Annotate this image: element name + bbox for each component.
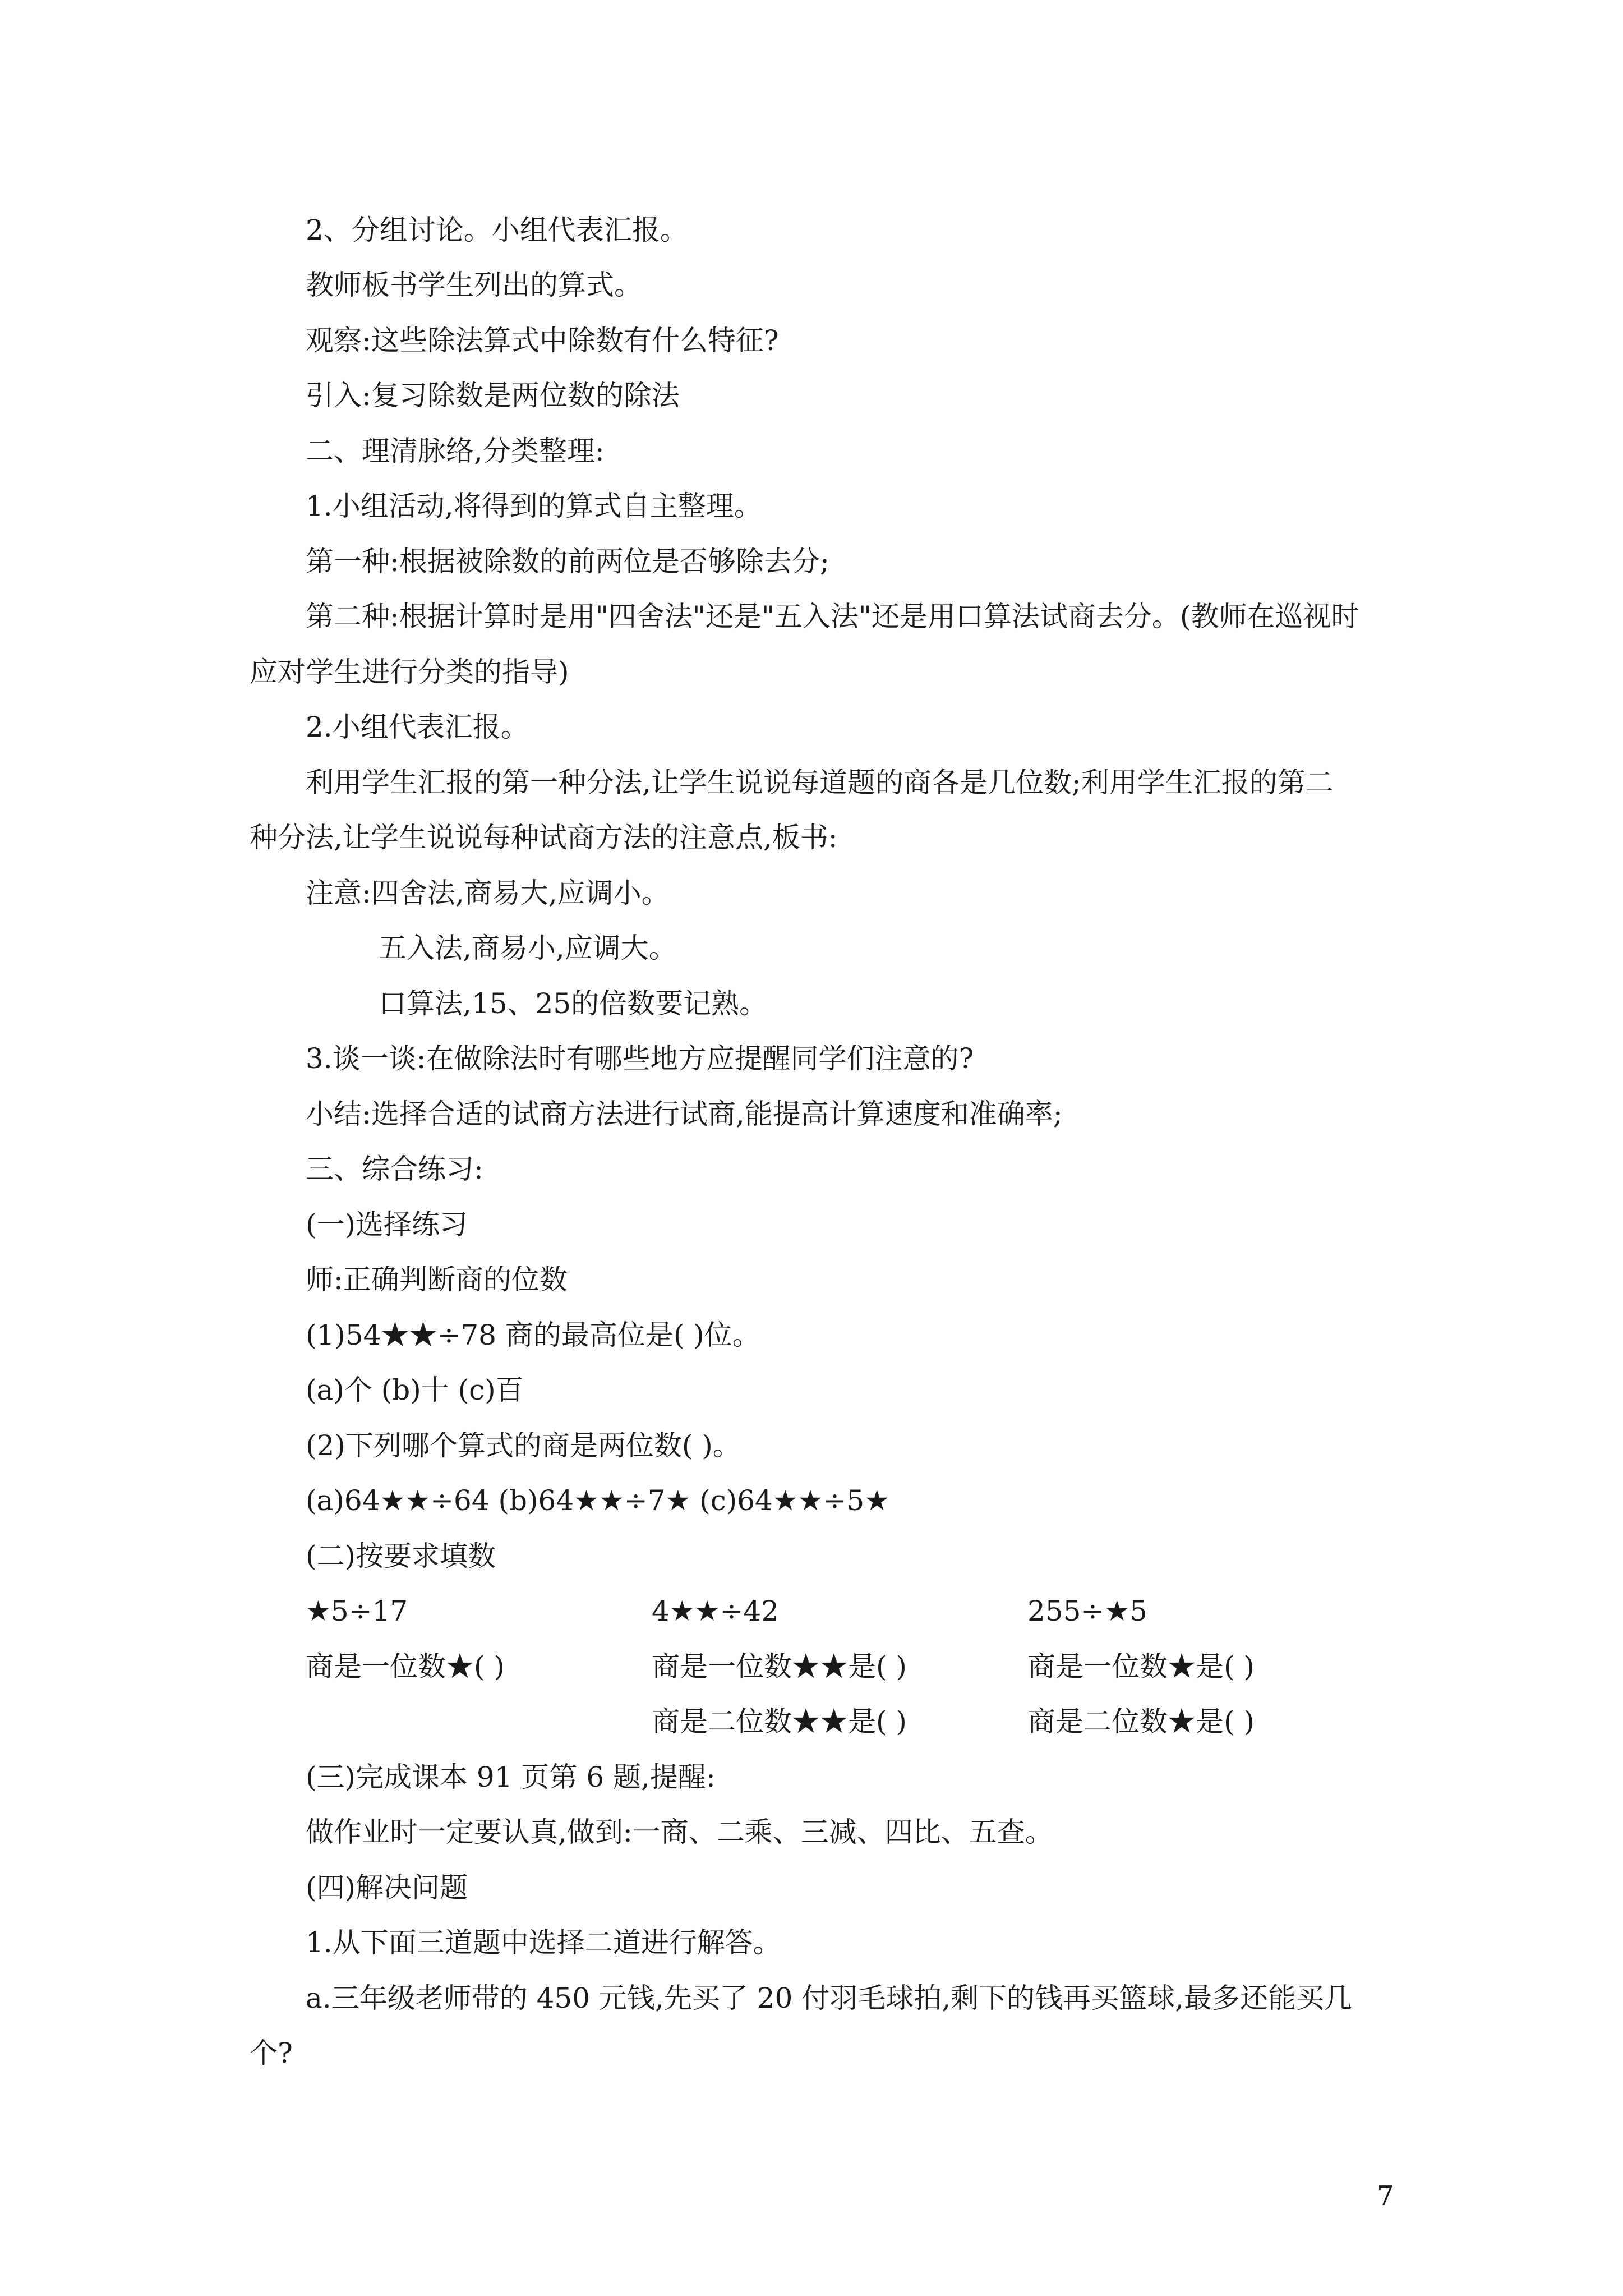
section-heading: 二、理清脉络,分类整理: bbox=[306, 435, 605, 467]
text-line: 小结:选择合适的试商方法进行试商,能提高计算速度和准确率; bbox=[306, 1098, 1063, 1130]
text-line: 教师板书学生列出的算式。 bbox=[306, 269, 642, 301]
problem-line: 个? bbox=[250, 2037, 293, 2069]
fill-condition: 商是二位数★是( ) bbox=[1027, 1705, 1255, 1738]
text-line: 做作业时一定要认真,做到:一商、二乘、三减、四比、五查。 bbox=[306, 1816, 1053, 1848]
text-line: 第一种:根据被除数的前两位是否够除去分; bbox=[306, 545, 829, 578]
text-line: 口算法,15、25的倍数要记熟。 bbox=[379, 987, 768, 1020]
text-line: 种分法,让学生说说每种试商方法的注意点,板书: bbox=[250, 821, 838, 854]
section-heading: 三、综合练习: bbox=[306, 1153, 483, 1185]
text-line: (二)按要求填数 bbox=[306, 1540, 496, 1572]
fill-expression-2: 4★★÷42 bbox=[652, 1595, 779, 1627]
text-line: 师:正确判断商的位数 bbox=[306, 1263, 568, 1296]
fill-condition: 商是一位数★★是( ) bbox=[652, 1650, 907, 1683]
problem-line: a.三年级老师带的 450 元钱,先买了 20 付羽毛球拍,剩下的钱再买篮球,最多还能买几 bbox=[306, 1982, 1353, 2014]
text-line: 1.从下面三道题中选择二道进行解答。 bbox=[306, 1926, 781, 1959]
fill-condition: 商是一位数★是( ) bbox=[1027, 1650, 1255, 1683]
question-line: (1)54★★÷78 商的最高位是( )位。 bbox=[306, 1319, 760, 1351]
options-line: (a)个 (b)十 (c)百 bbox=[306, 1374, 524, 1406]
text-line: 注意:四舍法,商易大,应调小。 bbox=[306, 877, 670, 909]
text-line: 1.小组活动,将得到的算式自主整理。 bbox=[306, 490, 762, 522]
text-line: 3.谈一谈:在做除法时有哪些地方应提醒同学们注意的? bbox=[306, 1042, 974, 1075]
options-line: (a)64★★÷64 (b)64★★÷7★ (c)64★★÷5★ bbox=[306, 1484, 890, 1517]
text-line: 2.小组代表汇报。 bbox=[306, 711, 529, 743]
text-line: (四)解决问题 bbox=[306, 1871, 468, 1904]
text-line: 应对学生进行分类的指导) bbox=[250, 656, 569, 688]
text-line: 第二种:根据计算时是用"四舍法"还是"五入法"还是用口算法试商去分。(教师在巡视时 bbox=[306, 600, 1359, 633]
fill-expression-1: ★5÷17 bbox=[306, 1595, 408, 1627]
question-line: (2)下列哪个算式的商是两位数( )。 bbox=[306, 1429, 741, 1462]
text-line: 2、分组讨论。小组代表汇报。 bbox=[306, 214, 688, 246]
text-line: 利用学生汇报的第一种分法,让学生说说每道题的商各是几位数;利用学生汇报的第二 bbox=[306, 766, 1334, 799]
fill-condition: 商是二位数★★是( ) bbox=[652, 1705, 907, 1738]
text-line: (三)完成课本 91 页第 6 题,提醒: bbox=[306, 1761, 716, 1793]
text-line: 观察:这些除法算式中除数有什么特征? bbox=[306, 324, 779, 357]
text-line: 五入法,商易小,应调大。 bbox=[379, 932, 677, 964]
page-number: 7 bbox=[1377, 2180, 1394, 2212]
text-line: (一)选择练习 bbox=[306, 1208, 468, 1241]
fill-condition: 商是一位数★( ) bbox=[306, 1650, 505, 1683]
fill-expression-3: 255÷★5 bbox=[1027, 1595, 1147, 1627]
text-line: 引入:复习除数是两位数的除法 bbox=[306, 379, 680, 412]
